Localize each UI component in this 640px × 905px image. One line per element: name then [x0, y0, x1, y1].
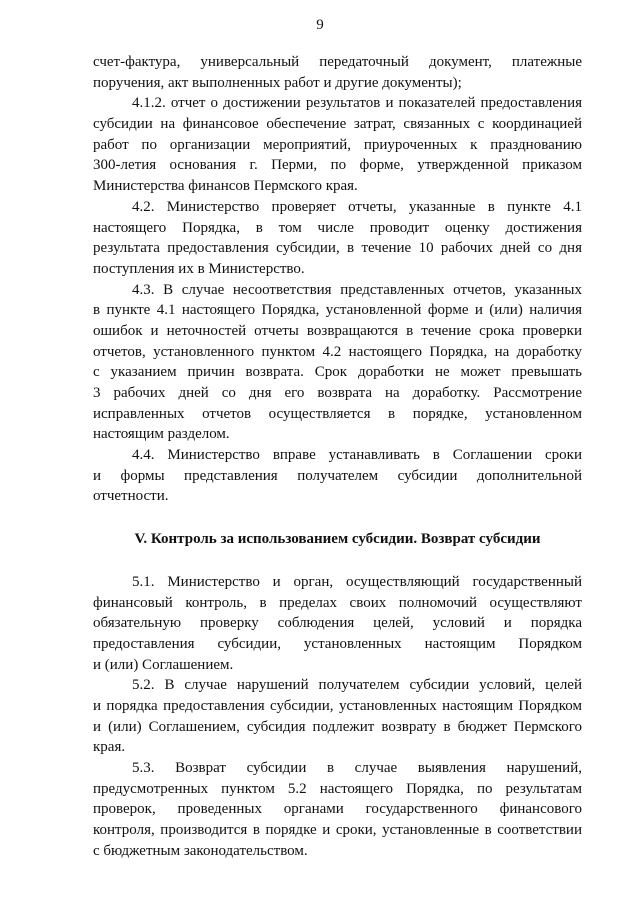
- text-line: Министерства финансов Пермского края.: [93, 178, 358, 195]
- text-line: в пункте 4.1 настоящего Порядка, установленной форме и (или) наличия: [93, 302, 582, 319]
- text-line: и формы представления получателем субсидии дополнительной: [93, 467, 582, 484]
- text-line: с бюджетным законодательством.: [93, 842, 308, 859]
- text-line: контроля, производится в порядке и сроки, установленные в соответствии: [93, 822, 582, 839]
- text-line: 4.1.2. отчет о достижении результатов и показателей предоставления: [132, 95, 582, 112]
- text-line: 4.2. Министерство проверяет отчеты, указанные в пункте 4.1: [132, 198, 582, 215]
- text-line: настоящим разделом.: [93, 426, 230, 443]
- paragraph: [93, 572, 582, 675]
- paragraph: [93, 758, 582, 861]
- text-line: 5.1. Министерство и орган, осуществляющий государственный: [132, 573, 582, 590]
- text-line: финансовый контроль, в пределах своих полномочий осуществляют: [93, 594, 582, 611]
- text-line: и (или) Соглашением, субсидия подлежит возврату в бюджет Пермского: [93, 718, 582, 735]
- text-line: предоставления субсидии, установленных настоящим Порядком: [93, 635, 582, 652]
- text-line: проверок, проведенных органами государственного финансового: [93, 801, 582, 818]
- text-line: 3 рабочих дней со дня его возврата на доработку. Рассмотрение: [93, 385, 582, 401]
- paragraph: [93, 93, 582, 196]
- text-line: ошибок и неточностей отчеты возвращаются в течение срока проверки: [93, 322, 582, 339]
- text-line: 5.2. В случае нарушений получателем субсидии условий, целей: [132, 677, 582, 694]
- text-line: поступления их в Министерство.: [93, 260, 305, 277]
- section-heading: V. Контроль за использованием субсидии. Возврат субсидии: [134, 531, 541, 548]
- text-line: отчетности.: [93, 488, 169, 505]
- text-line: 300-летия основания г. Перми, по форме, утвержденной приказом: [93, 157, 582, 174]
- paragraph: [93, 445, 582, 507]
- text-line: 4.3. В случае несоответствия представленных отчетов, указанных: [132, 281, 582, 298]
- text-line: субсидии на финансовое обеспечение затрат, связанных с координацией: [93, 116, 582, 133]
- text-line: предусмотренных пунктом 5.2 настоящего Порядка, по результатам: [93, 780, 582, 797]
- text-line: поручения, акт выполненных работ и другие документы);: [93, 74, 462, 91]
- text-line: счет-фактура, универсальный передаточный документ, платежные: [93, 54, 582, 70]
- document-body: [93, 52, 582, 861]
- text-line: обязательную проверку соблюдения целей, условий и порядка: [93, 615, 582, 632]
- paragraph: [93, 52, 582, 93]
- text-line: и порядка предоставления субсидии, установленных настоящим Порядком: [93, 697, 582, 714]
- paragraph: [93, 197, 582, 280]
- text-line: настоящего Порядка, в том числе проводит оценку достижения: [93, 219, 582, 236]
- text-line: результата предоставления субсидии, в течение 10 рабочих дней со дня: [93, 240, 582, 257]
- text-line: края.: [93, 739, 126, 756]
- text-line: и (или) Соглашением.: [93, 656, 234, 673]
- text-line: исправленных отчетов осуществляется в порядке, установленном: [93, 405, 582, 422]
- paragraph: [93, 280, 582, 446]
- text-line: 5.3. Возврат субсидии в случае выявления нарушений,: [132, 760, 582, 777]
- text-line: с указанием причин возврата. Срок доработки не может превышать: [93, 364, 582, 381]
- text-line: 4.4. Министерство вправе устанавливать в Соглашении сроки: [132, 447, 582, 464]
- text-line: отчетов, установленного пунктом 4.2 настоящего Порядка, на доработку: [93, 343, 582, 360]
- page-number: 9: [316, 17, 324, 33]
- paragraph: [93, 675, 582, 758]
- text-line: работ по организации мероприятий, приуроченных к празднованию: [93, 136, 582, 153]
